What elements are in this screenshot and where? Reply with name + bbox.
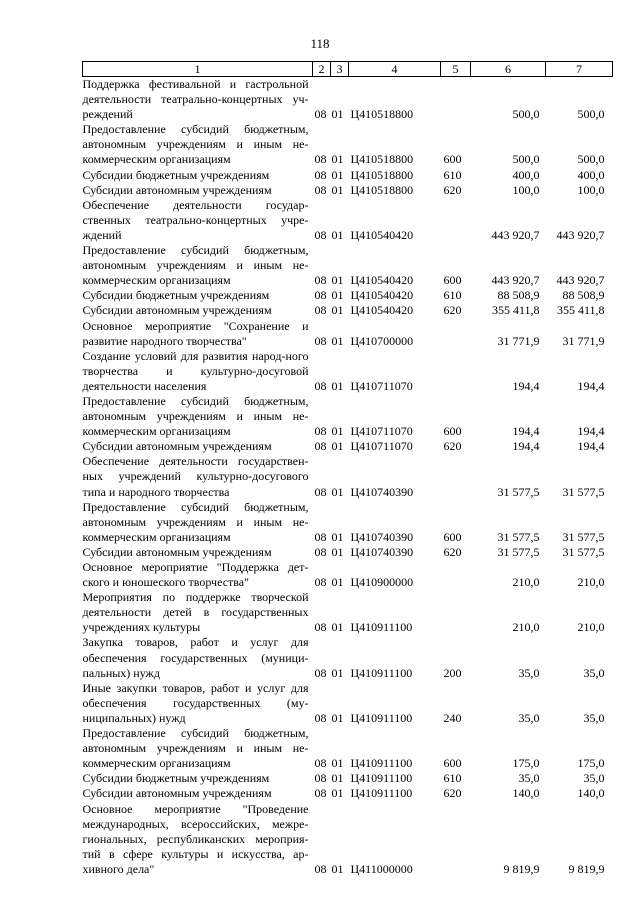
row-expense-type-cell: 620 xyxy=(443,303,462,318)
row-section-cell: 08 xyxy=(314,288,327,303)
row-section-cell: 08 xyxy=(314,378,327,393)
row-expense-type-cell: 620 xyxy=(443,544,462,559)
row-target-article-cell: Ц410540420 xyxy=(350,303,414,318)
row-name-cell: Субсидии автономным учреждениям xyxy=(82,439,272,454)
row-name-cell: Субсидии бюджетным учреждениям xyxy=(82,288,270,303)
row-name-cell: Субсидии бюджетным учреждениям xyxy=(82,167,270,182)
row-target-article-cell: Ц410540420 xyxy=(350,288,414,303)
row-section-cell: 08 xyxy=(314,665,327,680)
row-sum-2-cell: 35,0 xyxy=(583,771,605,786)
row-section-cell: 08 xyxy=(314,303,327,318)
row-section-cell: 08 xyxy=(314,786,327,801)
budget-table xyxy=(82,61,613,877)
row-sum-2-cell: 140,0 xyxy=(577,786,605,801)
row-expense-type-cell: 610 xyxy=(443,288,462,303)
row-name-cell: Основное мероприятие "Поддержка дет-ского и юношеского творчества" xyxy=(82,560,309,590)
row-sum-1-cell: 500,0 xyxy=(512,107,540,122)
header-cell-section: 2 xyxy=(313,62,331,77)
row-section-cell: 08 xyxy=(314,484,327,499)
row-expense-type-cell: 610 xyxy=(443,167,462,182)
row-name-cell: Обеспечение деятельности государ-ственных театрально-концертных учре-ждений xyxy=(82,197,309,242)
row-target-article-cell: Ц410700000 xyxy=(350,333,414,348)
row-sum-2-cell: 443 920,7 xyxy=(556,227,605,242)
row-sum-1-cell: 210,0 xyxy=(512,575,540,590)
row-target-article-cell: Ц410711070 xyxy=(350,424,413,439)
row-section-cell: 08 xyxy=(314,424,327,439)
table-row xyxy=(83,168,613,183)
row-sum-2-cell: 194,4 xyxy=(577,378,605,393)
header-cell-target-article: 4 xyxy=(349,62,441,77)
row-name-cell: Предоставление субсидий бюджетным, автономным учреждениям и иным не-коммерческим организациям xyxy=(82,499,309,544)
table-row xyxy=(83,590,613,635)
row-target-article-cell: Ц410518800 xyxy=(350,182,414,197)
row-subsection-cell: 01 xyxy=(331,529,344,544)
table-row xyxy=(83,786,613,801)
row-sum-2-cell: 31 577,5 xyxy=(562,529,605,544)
row-expense-type-cell xyxy=(441,349,471,394)
row-sum-2-cell: 400,0 xyxy=(577,167,605,182)
row-expense-type-cell: 200 xyxy=(443,665,462,680)
row-sum-1-cell: 31 771,9 xyxy=(497,333,540,348)
row-expense-type-cell: 600 xyxy=(443,756,462,771)
row-subsection-cell: 01 xyxy=(331,273,344,288)
row-expense-type-cell xyxy=(441,560,471,590)
row-name-cell: Закупка товаров, работ и услуг для обеспечения государственных (муници-пальных) нужд xyxy=(82,635,309,680)
table-row xyxy=(83,349,613,394)
row-expense-type-cell: 610 xyxy=(443,771,462,786)
row-sum-1-cell: 194,4 xyxy=(512,424,540,439)
row-sum-1-cell: 100,0 xyxy=(512,182,540,197)
row-sum-2-cell: 100,0 xyxy=(577,182,605,197)
row-sum-2-cell: 31 771,9 xyxy=(562,333,605,348)
row-sum-1-cell: 140,0 xyxy=(512,786,540,801)
row-target-article-cell: Ц410911100 xyxy=(350,756,413,771)
row-name-cell: Создание условий для развития народ-ного творчества и культурно-досуговой деятельности населения xyxy=(82,348,309,393)
row-sum-2-cell: 88 508,9 xyxy=(562,288,605,303)
row-name-cell: Предоставление субсидий бюджетным, автономным учреждениям и иным не-коммерческим организациям xyxy=(82,122,309,167)
row-subsection-cell: 01 xyxy=(331,182,344,197)
table-row xyxy=(83,771,613,786)
row-sum-1-cell: 500,0 xyxy=(512,152,540,167)
row-sum-2-cell: 31 577,5 xyxy=(562,544,605,559)
header-cell-sum-1: 6 xyxy=(471,62,546,77)
row-section-cell: 08 xyxy=(314,620,327,635)
row-expense-type-cell: 620 xyxy=(443,182,462,197)
row-name-cell: Субсидии автономным учреждениям xyxy=(82,303,272,318)
table-row xyxy=(83,243,613,288)
row-section-cell: 08 xyxy=(314,333,327,348)
header-row xyxy=(83,62,613,77)
row-name-cell: Основное мероприятие "Проведение международных, всероссийских, межре-гиональных, республиканских мероприя-тий в сфере культуры и искусства, ар-хивного дела" xyxy=(82,801,309,876)
header-cell-expense-type: 5 xyxy=(441,62,471,77)
row-sum-2-cell: 210,0 xyxy=(577,620,605,635)
row-target-article-cell: Ц410518800 xyxy=(350,152,414,167)
row-subsection-cell: 01 xyxy=(331,288,344,303)
row-sum-1-cell: 31 577,5 xyxy=(497,529,540,544)
row-subsection-cell: 01 xyxy=(331,167,344,182)
row-subsection-cell: 01 xyxy=(331,771,344,786)
row-sum-2-cell: 210,0 xyxy=(577,575,605,590)
row-expense-type-cell: 600 xyxy=(443,152,462,167)
table-row xyxy=(83,681,613,726)
row-sum-2-cell: 500,0 xyxy=(577,107,605,122)
row-sum-2-cell: 194,4 xyxy=(577,424,605,439)
table-row xyxy=(83,500,613,545)
row-target-article-cell: Ц410911100 xyxy=(350,665,413,680)
row-sum-1-cell: 175,0 xyxy=(512,756,540,771)
row-section-cell: 08 xyxy=(314,182,327,197)
row-subsection-cell: 01 xyxy=(331,378,344,393)
row-target-article-cell: Ц410911100 xyxy=(350,620,413,635)
table-row xyxy=(83,454,613,499)
row-expense-type-cell: 600 xyxy=(443,424,462,439)
header-cell-name: 1 xyxy=(83,62,313,77)
row-expense-type-cell: 240 xyxy=(443,710,462,725)
row-sum-1-cell: 88 508,9 xyxy=(497,288,540,303)
row-name-cell: Предоставление субсидий бюджетным, автономным учреждениям и иным не-коммерческим организациям xyxy=(82,243,309,288)
row-expense-type-cell xyxy=(441,454,471,499)
row-section-cell: 08 xyxy=(314,529,327,544)
row-expense-type-cell xyxy=(441,802,471,877)
row-subsection-cell: 01 xyxy=(331,575,344,590)
table-row xyxy=(83,802,613,877)
table-row xyxy=(83,288,613,303)
row-target-article-cell: Ц410740390 xyxy=(350,529,414,544)
row-section-cell: 08 xyxy=(314,227,327,242)
row-name-cell: Основное мероприятие "Сохранение и развитие народного творчества" xyxy=(82,318,309,348)
row-sum-1-cell: 31 577,5 xyxy=(497,544,540,559)
row-subsection-cell: 01 xyxy=(331,786,344,801)
row-sum-1-cell: 35,0 xyxy=(518,665,540,680)
row-section-cell: 08 xyxy=(314,544,327,559)
table-row xyxy=(83,726,613,771)
row-name-cell: Предоставление субсидий бюджетным, автономным учреждениям и иным не-коммерческим организациям xyxy=(82,393,309,439)
row-target-article-cell: Ц410740390 xyxy=(350,544,414,559)
row-expense-type-cell xyxy=(441,590,471,635)
row-sum-2-cell: 35,0 xyxy=(583,665,605,680)
row-expense-type-cell: 620 xyxy=(443,439,462,454)
row-name-cell: Иные закупки товаров, работ и услуг для обеспечения государственных (му-ниципальных) нужд xyxy=(82,680,309,725)
row-subsection-cell: 01 xyxy=(331,303,344,318)
row-sum-2-cell: 443 920,7 xyxy=(556,273,605,288)
row-name-cell: Субсидии бюджетным учреждениям xyxy=(82,771,270,786)
row-expense-type-cell xyxy=(441,77,471,123)
row-section-cell: 08 xyxy=(314,771,327,786)
row-name-cell: Субсидии автономным учреждениям xyxy=(82,182,272,197)
row-sum-2-cell: 355 411,8 xyxy=(556,303,605,318)
row-target-article-cell: Ц410900000 xyxy=(350,575,414,590)
row-sum-1-cell: 31 577,5 xyxy=(497,484,540,499)
row-target-article-cell: Ц410540420 xyxy=(350,273,414,288)
row-name-cell: Субсидии автономным учреждениям xyxy=(82,786,272,801)
row-target-article-cell: Ц410711070 xyxy=(350,439,413,454)
row-subsection-cell: 01 xyxy=(331,152,344,167)
row-target-article-cell: Ц410911100 xyxy=(350,786,413,801)
row-name-cell: Субсидии автономным учреждениям xyxy=(82,544,272,559)
row-sum-1-cell: 194,4 xyxy=(512,378,540,393)
row-target-article-cell: Ц411000000 xyxy=(350,861,413,876)
table-row xyxy=(83,560,613,590)
header-cell-subsection: 3 xyxy=(331,62,349,77)
row-sum-2-cell: 175,0 xyxy=(577,756,605,771)
row-name-cell: Поддержка фестивальной и гастрольной деятельности театрально-концертных уч-реждений xyxy=(82,77,309,122)
page-number: 118 xyxy=(310,36,330,51)
row-target-article-cell: Ц410540420 xyxy=(350,227,414,242)
row-subsection-cell: 01 xyxy=(331,544,344,559)
header-cell-sum-2: 7 xyxy=(546,62,613,77)
row-target-article-cell: Ц410518800 xyxy=(350,167,414,182)
row-sum-1-cell: 35,0 xyxy=(518,710,540,725)
table-row xyxy=(83,303,613,318)
row-sum-1-cell: 355 411,8 xyxy=(491,303,540,318)
row-subsection-cell: 01 xyxy=(331,227,344,242)
row-section-cell: 08 xyxy=(314,575,327,590)
row-subsection-cell: 01 xyxy=(331,710,344,725)
table-row xyxy=(83,198,613,243)
table-body xyxy=(83,77,613,877)
row-name-cell: Предоставление субсидий бюджетным, автономным учреждениям и иным не-коммерческим организациям xyxy=(82,726,309,771)
row-sum-1-cell: 210,0 xyxy=(512,620,540,635)
table-row xyxy=(83,635,613,680)
row-subsection-cell: 01 xyxy=(331,620,344,635)
row-subsection-cell: 01 xyxy=(331,861,344,876)
table-row xyxy=(83,183,613,198)
table-row xyxy=(83,394,613,439)
row-sum-1-cell: 443 920,7 xyxy=(491,227,540,242)
row-sum-1-cell: 35,0 xyxy=(518,771,540,786)
row-name-cell: Обеспечение деятельности государствен-ных учреждений культурно-досугового типа и народного творчества xyxy=(82,454,309,499)
row-sum-1-cell: 194,4 xyxy=(512,439,540,454)
row-section-cell: 08 xyxy=(314,107,327,122)
row-sum-2-cell: 31 577,5 xyxy=(562,484,605,499)
row-sum-2-cell: 9 819,9 xyxy=(568,861,605,876)
row-subsection-cell: 01 xyxy=(331,107,344,122)
row-expense-type-cell xyxy=(441,319,471,349)
row-target-article-cell: Ц410518800 xyxy=(350,107,414,122)
row-sum-1-cell: 9 819,9 xyxy=(503,861,540,876)
row-subsection-cell: 01 xyxy=(331,424,344,439)
table-row xyxy=(83,122,613,167)
table-row xyxy=(83,439,613,454)
row-sum-2-cell: 500,0 xyxy=(577,152,605,167)
row-expense-type-cell: 600 xyxy=(443,273,462,288)
row-section-cell: 08 xyxy=(314,756,327,771)
row-section-cell: 08 xyxy=(314,861,327,876)
row-subsection-cell: 01 xyxy=(331,756,344,771)
row-expense-type-cell: 600 xyxy=(443,529,462,544)
row-section-cell: 08 xyxy=(314,439,327,454)
row-subsection-cell: 01 xyxy=(331,333,344,348)
table-row xyxy=(83,77,613,123)
table-row xyxy=(83,319,613,349)
table-row xyxy=(83,545,613,560)
row-subsection-cell: 01 xyxy=(331,665,344,680)
row-sum-2-cell: 194,4 xyxy=(577,439,605,454)
row-target-article-cell: Ц410711070 xyxy=(350,378,413,393)
row-sum-2-cell: 35,0 xyxy=(583,710,605,725)
row-section-cell: 08 xyxy=(314,273,327,288)
row-section-cell: 08 xyxy=(314,167,327,182)
row-expense-type-cell xyxy=(441,198,471,243)
row-target-article-cell: Ц410911100 xyxy=(350,771,413,786)
row-target-article-cell: Ц410911100 xyxy=(350,710,413,725)
row-subsection-cell: 01 xyxy=(331,439,344,454)
row-section-cell: 08 xyxy=(314,152,327,167)
row-sum-1-cell: 443 920,7 xyxy=(491,273,540,288)
row-expense-type-cell: 620 xyxy=(443,786,462,801)
row-target-article-cell: Ц410740390 xyxy=(350,484,414,499)
row-section-cell: 08 xyxy=(314,710,327,725)
row-sum-1-cell: 400,0 xyxy=(512,167,540,182)
row-subsection-cell: 01 xyxy=(331,484,344,499)
row-name-cell: Мероприятия по поддержке творческой деятельности детей в государственных учреждениях культуры xyxy=(82,590,309,635)
